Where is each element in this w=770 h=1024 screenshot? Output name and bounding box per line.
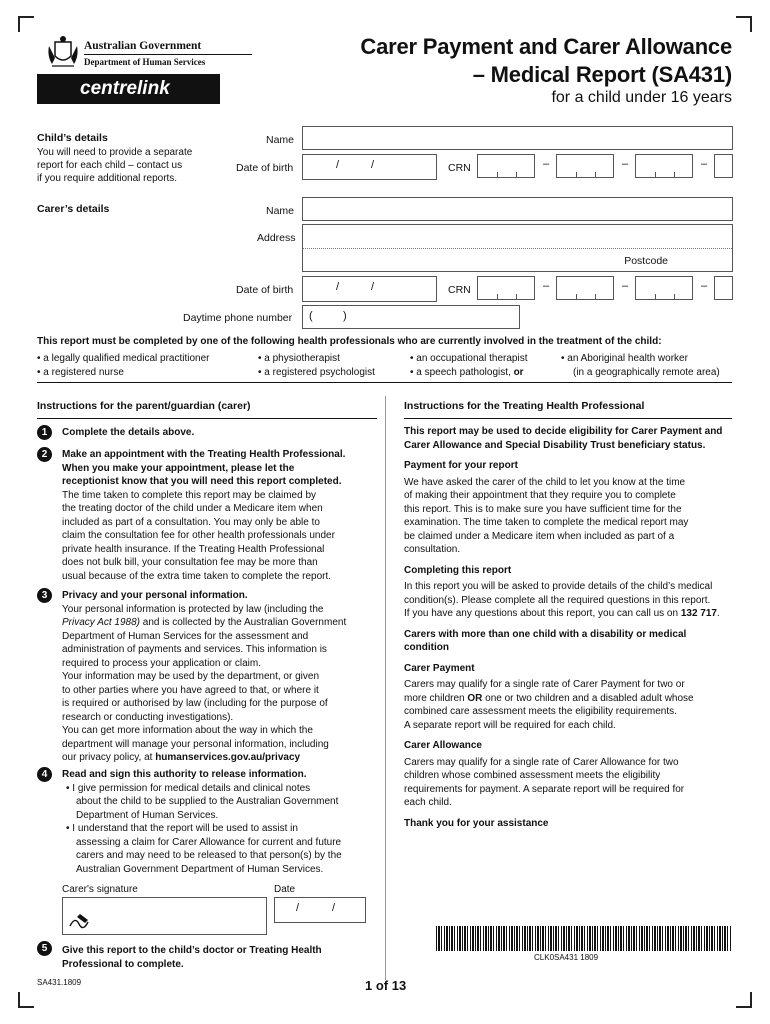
professionals-col-1: • a legally qualified medical practitioner • a registered nurse — [37, 353, 210, 378]
contact-phone: 132 717 — [680, 608, 717, 619]
barcode — [436, 926, 732, 951]
child-dob-input[interactable]: / / — [302, 154, 437, 180]
professional-instructions-heading: Instructions for the Treating Health Professional — [404, 400, 645, 412]
carer-dob-input[interactable]: / / — [302, 276, 437, 302]
signature-pen-icon — [68, 912, 90, 930]
carer-instructions-heading: Instructions for the parent/guardian (carer) — [37, 400, 251, 412]
step-1-number: 1 — [37, 425, 52, 440]
child-crn-input[interactable]: – – – — [477, 154, 734, 180]
gov-name: Australian Government — [84, 40, 202, 52]
professionals-col-2: • a physiotherapist • a registered psychologist — [258, 353, 375, 378]
postcode-label: Postcode — [624, 255, 668, 267]
child-dob-label: Date of birth — [236, 162, 294, 174]
step-3-number: 3 — [37, 588, 52, 603]
privacy-link[interactable]: humanservices.gov.au/privacy — [155, 752, 301, 763]
section-divider — [37, 382, 732, 383]
carer-name-input[interactable] — [302, 197, 733, 221]
centrelink-brand: centrelink — [37, 74, 220, 104]
crop-mark-bottom-left — [18, 992, 34, 1008]
signature-label: Carer's signature — [62, 884, 138, 895]
department-name: Department of Human Services — [84, 57, 206, 67]
step-2-text: Make an appointment with the Treating Health Professional. When you make your appointment, please let the receptionist know that you will need this report completed. The time taken to complete this report may be claimed by the treating doctor of the child under a Medicare item when included as part of a consultation. You may only be able to claim the consultation fee for other health professionals under private health insurance. If the Treating Health Professional does not bulk bill, your consultation fee may be more than usual because of the extra time taken to complete the report. — [62, 449, 346, 582]
professional-instructions-body: This report may be used to decide eligibility for Carer Payment and Carer Allowance and Special Disability Trust beneficiary status. Payment for your report We have asked the carer of the child to let you know at the time of making their appointment that they require you to complete this report. This is to make sure you have sufficient time for the examination. The time taken to complete the medical report may be claimed under a Medicare item when included as part of a consultation. Completing this report In this report you will be asked to provide details of the child’s medical condition(s). Please complete all the required questions in this report. If you have any questions about this report, you can call us on 132 717. Carers with more than one child with a disability or medical condition Carer Payment Carers may qualify for a single rate of Carer Payment for two or more children OR one or two children and a disabled adult whose combined care assessment meets the eligibility requirements. A separate report will be required for each child. Carer Allowance Carers may qualify for a single rate of Carer Allowance for two children whose combined assessment meets the eligibility requirements for payment. A separate report will be required for each child. Thank you for your assistance — [404, 426, 723, 829]
step-2-number: 2 — [37, 447, 52, 462]
child-details-section — [37, 132, 192, 185]
crop-mark-top-right — [736, 16, 752, 32]
carer-crn-input[interactable]: – – – — [477, 276, 734, 302]
carer-phone-label: Daytime phone number — [183, 312, 293, 324]
date-label: Date — [274, 884, 296, 895]
professionals-intro: This report must be completed by one of the following health professionals who are currently involved in the treatment of the child: — [37, 336, 662, 347]
form-code: SA431.1809 — [37, 978, 82, 987]
step-4-number: 4 — [37, 767, 52, 782]
child-details-note: You will need to provide a separate report for each child – contact us if you require additional reports. — [37, 147, 193, 184]
carer-address-input[interactable] — [302, 224, 733, 272]
carer-details-heading: Carer’s details — [37, 203, 110, 215]
carer-phone-input[interactable]: ( ) — [302, 305, 520, 329]
crop-mark-top-left — [18, 16, 34, 32]
crop-mark-bottom-right — [736, 992, 752, 1008]
step-1-text: Complete the details above. — [62, 427, 195, 438]
step-4-text: Read and sign this authority to release information. • I give permission for medical details and clinical notes about the child to be supplied to the Australian Government Department of Human Services. • I understand that the report will be used to assist in assessing a claim for Carer Allowance for current and future carers and may need to be released to that person(s) by the Australian Government Department of Human Services. — [62, 769, 342, 875]
carer-crn-label: CRN — [448, 284, 471, 296]
carer-name-label: Name — [266, 205, 295, 217]
professional-instructions — [404, 400, 732, 419]
carer-dob-label: Date of birth — [236, 284, 294, 296]
page-number: 1 of 13 — [365, 978, 407, 993]
carer-address-label: Address — [257, 232, 296, 244]
page-title: Carer Payment and Carer Allowance – Medical Report (SA431) — [360, 34, 732, 87]
child-name-label: Name — [266, 134, 295, 146]
barcode-text: CLK0SA431 1809 — [534, 953, 599, 962]
professionals-col-4: • an Aboriginal health worker (in a geographically remote area) — [561, 353, 720, 378]
signature-date-input[interactable]: / / — [274, 897, 366, 923]
step-3-text: Privacy and your personal information. Your personal information is protected by law (including the Privacy Act 1988) and is collected by the Australian Government Department of Human Services for the assessment and administration of payments and services. This information is required to process your application or claim. Your information may be used by the department, or given to other parties where you have agreed to that, or where it is required or authorised by law (including for the purpose of research or conducting investigations). You can get more information about the way in which the department will manage your personal information, including our privacy policy, at humanservices.gov.au/privacy — [62, 590, 347, 763]
child-name-input[interactable] — [302, 126, 733, 150]
child-crn-label: CRN — [448, 162, 471, 174]
child-details-heading: Child’s details — [37, 132, 108, 144]
signature-box[interactable] — [62, 897, 267, 935]
professionals-col-3: • an occupational therapist • a speech pathologist, or — [410, 353, 528, 378]
government-logo — [46, 34, 226, 74]
coat-of-arms-icon — [46, 34, 80, 70]
step-5-number: 5 — [37, 941, 52, 956]
column-divider — [385, 396, 386, 980]
page-subtitle: for a child under 16 years — [551, 89, 732, 106]
step-5-text: Give this report to the child’s doctor or Treating Health Professional to complete. — [62, 945, 322, 970]
carer-instructions — [37, 400, 377, 419]
